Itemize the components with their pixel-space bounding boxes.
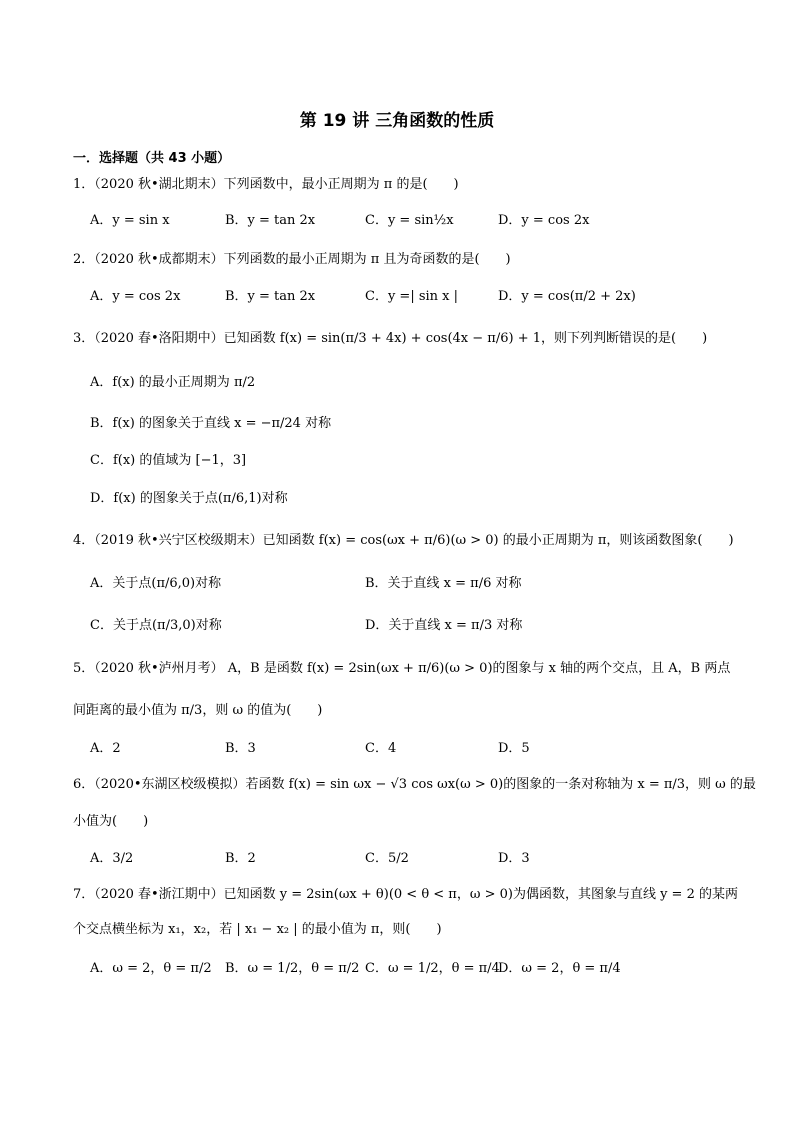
question-5-stem-line-1: 5．（2020 秋•泸州月考） A，B 是函数 f(x) = 2sin(ωx + π/6)(ω > 0)的图象与 x 轴的两个交点，且 A，B 两点 bbox=[73, 661, 731, 676]
question-1-stem: 1．（2020 秋•湖北期末）下列函数中，最小正周期为 π 的是( ) bbox=[73, 177, 459, 192]
question-4-option-c[interactable]: C．关于点(π/3,0)对称 bbox=[90, 618, 222, 633]
question-7-stem-line-1: 7．（2020 春•浙江期中）已知函数 y = 2sin(ωx + θ)(0 < θ < π，ω > 0)为偶函数，其图象与直线 y = 2 的某两 bbox=[73, 887, 738, 902]
question-7-option-d[interactable]: D．ω = 2，θ = π/4 bbox=[498, 961, 621, 976]
question-4-stem: 4．（2019 秋•兴宁区校级期末）已知函数 f(x) = cos(ωx + π/6)(ω > 0) 的最小正周期为 π，则该函数图象( ) bbox=[73, 533, 734, 548]
question-2-option-a[interactable]: A．y = cos 2x bbox=[90, 289, 181, 304]
question-4-option-d[interactable]: D．关于直线 x = π/3 对称 bbox=[365, 618, 523, 633]
question-4-option-a[interactable]: A．关于点(π/6,0)对称 bbox=[90, 576, 222, 591]
question-2-option-b[interactable]: B．y = tan 2x bbox=[225, 289, 316, 304]
question-6-option-d[interactable]: D．3 bbox=[498, 851, 530, 866]
question-6-stem-line-2: 小值为( ) bbox=[73, 814, 149, 829]
question-7-option-b[interactable]: B．ω = 1/2，θ = π/2 bbox=[225, 961, 360, 976]
question-3-option-b[interactable]: B．f(x) 的图象关于直线 x = −π/24 对称 bbox=[90, 416, 332, 431]
question-6-option-a[interactable]: A．3/2 bbox=[90, 851, 134, 866]
page-title: 第 19 讲 三角函数的性质 bbox=[299, 111, 495, 131]
question-2-stem: 2．（2020 秋•成都期末）下列函数的最小正周期为 π 且为奇函数的是( ) bbox=[73, 252, 511, 267]
question-5-option-c[interactable]: C．4 bbox=[365, 741, 397, 756]
question-1-option-d[interactable]: D．y = cos 2x bbox=[498, 213, 590, 228]
question-5-option-d[interactable]: D．5 bbox=[498, 741, 530, 756]
question-6-stem-line-1: 6．（2020•东湖区校级模拟）若函数 f(x) = sin ωx − √3 cos ωx(ω > 0)的图象的一条对称轴为 x = π/3，则 ω 的最 bbox=[73, 777, 756, 792]
question-5-option-a[interactable]: A．2 bbox=[90, 741, 121, 756]
question-2-option-c[interactable]: C．y =| sin x | bbox=[365, 289, 459, 304]
question-3-option-a[interactable]: A．f(x) 的最小正周期为 π/2 bbox=[90, 375, 256, 390]
question-3-stem: 3．（2020 春•洛阳期中）已知函数 f(x) = sin(π/3 + 4x) + cos(4x − π/6) + 1，则下列判断错误的是( ) bbox=[73, 331, 708, 346]
question-5-option-b[interactable]: B．3 bbox=[225, 741, 256, 756]
question-5-stem-line-2: 间距离的最小值为 π/3，则 ω 的值为( ) bbox=[73, 703, 323, 718]
question-7-option-c[interactable]: C．ω = 1/2，θ = π/4 bbox=[365, 961, 500, 976]
question-6-option-c[interactable]: C．5/2 bbox=[365, 851, 409, 866]
question-4-option-b[interactable]: B．关于直线 x = π/6 对称 bbox=[365, 576, 522, 591]
question-6-option-b[interactable]: B．2 bbox=[225, 851, 256, 866]
question-7-option-a[interactable]: A．ω = 2，θ = π/2 bbox=[90, 961, 212, 976]
section-heading: 一．选择题（共 43 小题） bbox=[73, 151, 231, 166]
question-2-option-d[interactable]: D．y = cos(π/2 + 2x) bbox=[498, 289, 636, 304]
question-7-stem-line-2: 个交点横坐标为 x₁，x₂，若 | x₁ − x₂ | 的最小值为 π，则( ) bbox=[73, 922, 442, 937]
question-1-option-a[interactable]: A．y = sin x bbox=[90, 213, 170, 228]
question-1-option-c[interactable]: C．y = sin½x bbox=[365, 213, 454, 228]
question-1-option-b[interactable]: B．y = tan 2x bbox=[225, 213, 316, 228]
question-3-option-d[interactable]: D．f(x) 的图象关于点(π/6,1)对称 bbox=[90, 491, 288, 506]
question-3-option-c[interactable]: C．f(x) 的值域为 [−1，3] bbox=[90, 453, 247, 468]
